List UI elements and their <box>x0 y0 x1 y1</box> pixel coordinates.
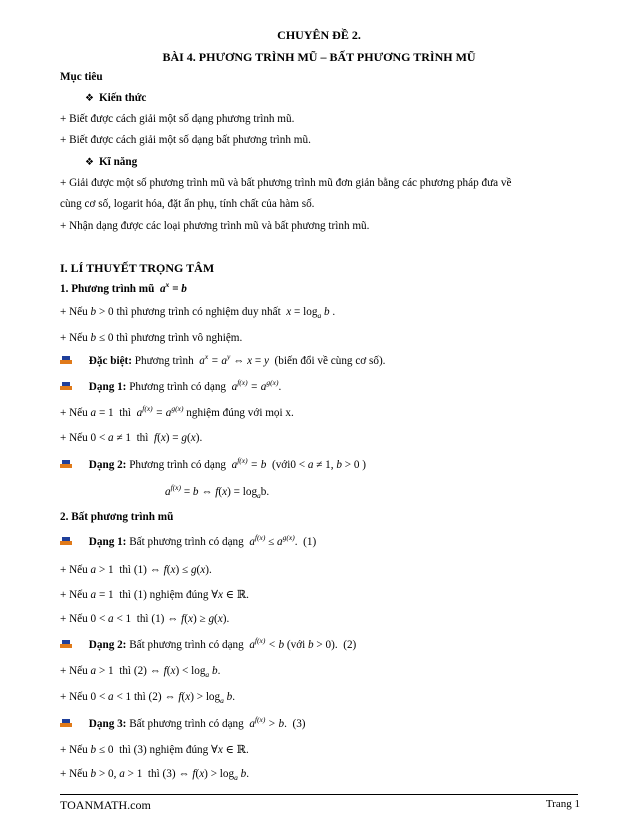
text: + Nếu <box>60 407 88 419</box>
objectives-title: Mục tiêu <box>60 71 103 83</box>
formula: $a^{f(x)} > b$ <box>249 715 285 730</box>
section-2-title: 2. Bất phương trình mũ <box>60 511 174 523</box>
dang-label: Dạng 3: <box>88 718 127 730</box>
skills-item-2: + Nhận dạng được các loại phương trình mũ và bất phương trình mũ. <box>60 220 370 232</box>
text: (với <box>286 639 306 651</box>
formula: $a^{f(x)} \le a^{g(x)}$ <box>249 533 295 548</box>
text: thì <box>136 613 149 625</box>
text: thì <box>119 564 132 576</box>
b2-case-2: + Nếu 0 < a < 1 thì (2) ⇔ $f(x) > \log_a b$. <box>60 691 236 705</box>
hand-pointer-icon <box>60 536 72 546</box>
skills-item-1: + Giải được một số phương trình mũ và bất phương trình mũ đơn giản bằng các phương pháp đưa về <box>60 177 512 189</box>
formula: f <box>153 432 158 444</box>
text: + Nếu <box>60 665 88 677</box>
section-1-title: 1. Phương trình mũ <box>60 283 155 295</box>
special-label: Đặc biệt: <box>88 355 132 367</box>
text: + Nếu <box>60 564 88 576</box>
text: thì <box>136 432 149 444</box>
text: thì <box>119 407 132 419</box>
footer-page-number: Trang 1 <box>545 798 580 810</box>
formula: $a^{f(x)} < b$ <box>249 636 285 651</box>
diamond-bullet-icon: ❖ <box>85 93 94 104</box>
dang-label: Dạng 2: <box>88 639 127 651</box>
text: Phương trình <box>134 355 194 367</box>
formula: $a^{f(x)} = b$ <box>231 456 267 471</box>
text: (biến đổi về cùng cơ số). <box>274 355 386 367</box>
text: thì phương trình có nghiệm duy nhất <box>116 306 281 318</box>
text: + Nếu <box>60 589 88 601</box>
text: + Nếu <box>60 744 88 756</box>
eq-number: (2) <box>343 639 357 651</box>
knowledge-item-1: + Biết được cách giải một số dạng phương trình mũ. <box>60 113 295 125</box>
text: Bất phương trình có dạng <box>129 718 244 730</box>
section-1-heading <box>60 282 187 296</box>
formula: $a^x = a^y$ <box>199 352 231 367</box>
formula: b <box>90 332 97 344</box>
formula: $a^{f(x)} = a^{g(x)}$ <box>136 404 184 419</box>
hand-pointer-icon <box>60 639 72 649</box>
b1-case-2: + Nếu a = 1 thì (1) nghiệm đúng ∀x ∈ ℝ. <box>60 589 249 601</box>
text: thì (1) nghiệm đúng <box>119 589 209 601</box>
text: thì (3) nghiệm đúng <box>119 744 209 756</box>
knowledge-heading <box>85 91 146 106</box>
dang-label: Dạng 1: <box>88 381 127 393</box>
formula: x <box>286 306 292 318</box>
b2-case-1: + Nếu a > 1 thì (2) ⇔ $f(x) < \log_a b$. <box>60 665 221 679</box>
knowledge-item-2: + Biết được cách giải một số dạng bất phương trình mũ. <box>60 134 311 146</box>
text: + Nếu <box>60 432 88 444</box>
text: + Nếu <box>60 332 88 344</box>
s1-line-2: + Nếu b ≤ 0 thì phương trình vô nghiệm. <box>60 332 243 344</box>
d2-formula: $a^{f(x)} = b$ ⇔ $f(x) = \log_ab$. <box>165 483 270 500</box>
dang-2-line: Dạng 2: Phương trình có dạng $a^{f(x)} = b$ (với0 < a ≠ 1, b > 0 ) <box>60 458 366 472</box>
dang-1-line: Dạng 1: Phương trình có dạng $a^{f(x)} = a^{g(x)}$. <box>60 380 281 394</box>
bdang-1-line: Dạng 1: Bất phương trình có dạng $a^{f(x)} \le a^{g(x)}$. (1) <box>60 535 316 549</box>
topic-title: CHUYÊN ĐỀ 2. <box>277 28 361 42</box>
hand-pointer-icon <box>60 459 72 469</box>
knowledge-title: Kiến thức <box>98 92 147 104</box>
text: thì <box>133 691 146 703</box>
b3-case-1: + Nếu b ≤ 0 thì (3) nghiệm đúng ∀x ∈ ℝ. <box>60 744 249 756</box>
diamond-bullet-icon: ❖ <box>85 157 94 168</box>
text: Phương trình có dạng <box>129 459 227 471</box>
dang-label: Dạng 1: <box>88 536 127 548</box>
text: (với <box>271 459 291 471</box>
skills-heading <box>85 155 137 170</box>
b3-case-2: + Nếu b > 0, a > 1 thì (3) ⇔ $f(x) > \log_a b$. <box>60 768 250 782</box>
skills-title: Kĩ năng <box>98 156 138 168</box>
b1-case-3: + Nếu 0 < a < 1 thì (1) ⇔ f(x) ≥ g(x). <box>60 613 230 625</box>
formula: b <box>90 306 97 318</box>
text: Bất phương trình có dạng <box>129 639 244 651</box>
text: + Nếu <box>60 691 88 703</box>
theory-title: I. LÍ THUYẾT TRỌNG TÂM <box>60 261 215 275</box>
text: thì <box>147 768 160 780</box>
dang-label: Dạng 2: <box>88 459 127 471</box>
formula: $a^{f(x)} = a^{g(x)}$ <box>231 378 279 393</box>
bdang-2-line: Dạng 2: Bất phương trình có dạng $a^{f(x)} < b$ (với b > 0). (2) <box>60 638 356 652</box>
special-line: Đặc biệt: Phương trình $a^x = a^y$ ⇔ x = y (biến đổi về cùng cơ số). <box>60 354 385 368</box>
text: Bất phương trình có dạng <box>129 536 244 548</box>
d1-case-1: + Nếu a = 1 thì $a^{f(x)} = a^{g(x)}$ nghiệm đúng với mọi x. <box>60 404 294 419</box>
text: thì phương trình vô nghiệm. <box>116 332 243 344</box>
footer-site: TOANMATH.com <box>60 798 151 812</box>
hand-pointer-icon <box>60 718 72 728</box>
s1-line-1: + Nếu b > 0 thì phương trình có nghiệm duy nhất $x = \log_a b$ . <box>60 306 336 320</box>
bdang-3-line: Dạng 3: Bất phương trình có dạng $a^{f(x)} > b$. (3) <box>60 717 306 731</box>
text: + Nếu <box>60 768 88 780</box>
text: + Nếu <box>60 613 88 625</box>
text: Phương trình có dạng <box>129 381 227 393</box>
text: nghiệm đúng với mọi x. <box>186 407 294 419</box>
skills-item-1-cont: cùng cơ số, logarit hóa, đặt ẩn phụ, tính chất của hàm số. <box>60 198 315 210</box>
text: thì <box>119 665 132 677</box>
eq-number: (1) <box>303 536 317 548</box>
text: + Nếu <box>60 306 88 318</box>
lesson-title: BÀI 4. PHƯƠNG TRÌNH MŨ – BẤT PHƯƠNG TRÌNH MŨ <box>162 50 476 64</box>
eq-number: (3) <box>292 718 306 730</box>
d1-case-2: + Nếu 0 < a ≠ 1 thì f(x) = g(x). <box>60 432 203 444</box>
formula: $a^x = b$ <box>159 280 187 295</box>
hand-pointer-icon <box>60 381 72 391</box>
b1-case-1: + Nếu a > 1 thì (1) ⇔ f(x) ≤ g(x). <box>60 564 212 576</box>
hand-pointer-icon <box>60 355 72 365</box>
footer-divider <box>60 794 578 795</box>
